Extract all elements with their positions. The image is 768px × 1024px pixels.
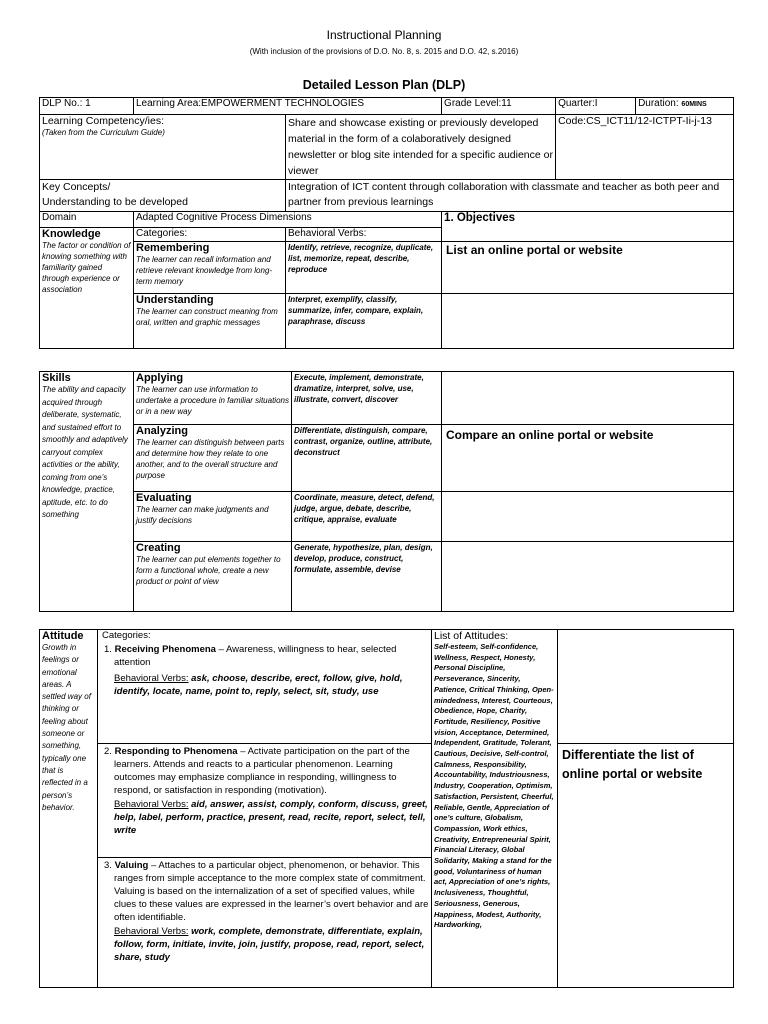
attitudes-list-cell [432,630,558,988]
item-verbs: work, complete, demonstrate, differentiate, explain, follow, form, initiate, invite, join, justify, propose, read, report, select, share, study [114,926,425,963]
behavioral-verbs-label: Behavioral Verbs: [286,228,442,242]
verbs-analyzing: Differentiate, distinguish, compare, contrast, organize, outline, attribute, deconstruct [292,425,442,492]
key-concepts-label-line1: Key Concepts/ [42,181,111,193]
objective-evaluating [442,492,734,542]
category-applying [134,372,292,425]
category-name: Creating [136,542,181,554]
category-remembering [134,242,286,294]
attitude-category-2 [98,744,432,858]
verbs-label: Behavioral Verbs: [114,673,189,684]
verbs-evaluating: Coordinate, measure, detect, defend, judge, argue, debate, describe, critique, appraise, evaluate [292,492,442,542]
knowledge-domain [40,228,134,349]
knowledge-title: Knowledge [42,228,101,240]
competency-text: Share and showcase existing or previously developed material in the form of a colaboratively designed newsletter or blog site intended for a specific audience or viewer [286,115,556,180]
duration-label: Duration: [638,98,679,109]
skills-table [39,371,734,612]
attitude-table [39,629,734,988]
learning-area: Learning Area:EMPOWERMENT TECHNOLOGIES [134,98,442,115]
item-name: Receiving Phenomena [114,644,216,655]
verbs-label: Behavioral Verbs: [114,799,189,810]
item-verbs: ask, choose, describe, erect, follow, give, hold, identify, locate, name, point to, reply, select, sit, study, use [114,673,403,697]
key-concepts-label [40,180,286,212]
competency-cell [40,115,286,180]
category-desc: The learner can make judgments and justify decisions [136,505,269,525]
page-subtitle: (With inclusion of the provisions of D.O. No. 8, s. 2015 and D.O. 42, s.2016) [249,47,519,56]
acpd-label: Adapted Cognitive Process Dimensions [134,212,442,228]
category-desc: The learner can recall information and retrieve relevant knowledge from long-term memory [136,255,273,286]
category-desc: The learner can use information to undertake a procedure in familiar situations or in a new way [136,385,289,416]
objective-understanding [442,294,734,349]
category-name: Analyzing [136,425,188,437]
attitude-title: Attitude [42,630,84,642]
objective-text: Differentiate the list of online portal or website [562,748,703,781]
attitude-domain [40,630,98,988]
attitude-categories-label: Categories: [102,630,151,641]
page-title: Instructional Planning [326,28,442,42]
category-name: Applying [136,372,184,384]
verbs-creating: Generate, hypothesize, plan, design, develop, produce, construct, formulate, assemble, devise [292,542,442,612]
attitude-objective [558,744,734,988]
verbs-applying: Execute, implement, demonstrate, dramatize, interpret, solve, use, illustrate, convert, discover [292,372,442,425]
item-name: Responding to Phenomena [114,746,238,757]
verbs-label: Behavioral Verbs: [114,926,189,937]
objective-creating [442,542,734,612]
dlp-number: DLP No.: 1 [40,98,134,115]
skills-desc: The ability and capacity acquired through deliberate, systematic, and sustained effort to smoothly and adaptively carryout complex activities or the ability, coming from one’s knowledge, practice, aptitude, etc. to do something [42,385,128,519]
categories-label: Categories: [134,228,286,242]
category-analyzing [134,425,292,492]
item-number: 2. [104,746,112,757]
dlp-header-table [39,97,734,349]
category-name: Understanding [136,294,214,306]
category-desc: The learner can put elements together to form a functional whole, create a new product or point of view [136,555,281,586]
category-evaluating [134,492,292,542]
objective-applying [442,372,734,425]
item-name: Valuing [114,860,149,871]
objectives-label: 1. Objectives [442,212,734,242]
competency-label: Learning Competency/ies: [42,115,164,127]
category-desc: The learner can distinguish between parts and determine how they relate to one another, and to the overall structure and purpose [136,438,285,480]
competency-note: (Taken from the Curriculum Guide) [42,128,165,137]
category-understanding [134,294,286,349]
item-text: – Awareness, willingness to hear, selected attention [114,644,397,668]
category-desc: The learner can construct meaning from oral, written and graphic messages [136,307,278,327]
category-name: Remembering [136,242,210,254]
attitude-category-3 [98,858,432,988]
key-concepts-text: Integration of ICT content through collaboration with classmate and teacher as both peer and partner from previous learnings [286,180,734,212]
attitude-desc: Growth in feelings or emotional areas. A settled way of thinking or feeling about someone or something, typically one that is reflected in a person’s behavior. [42,643,91,812]
dlp-title: Detailed Lesson Plan (DLP) [302,78,466,92]
attitude-category-1 [98,630,432,744]
item-number: 3. [104,860,112,871]
item-number: 1. [104,644,112,655]
domain-label: Domain [40,212,134,228]
skills-title: Skills [42,372,71,384]
grade-level: Grade Level:11 [442,98,556,115]
skills-domain [40,372,134,612]
category-name: Evaluating [136,492,192,504]
attitude-objective-1 [558,630,734,744]
duration [636,98,734,115]
competency-code: Code:CS_ICT11/12-ICTPT-Ii-j-13 [556,115,734,180]
objective-remembering: List an online portal or website [442,242,734,294]
item-text: – Attaches to a particular object, phenomenon, or behavior. This ranges from simple acceptance to the more complex state of commitment. Valuing is based on the internalization of a set of specified values, while clues to these values are expressed in the learner’s overt behavior and are often identifiable. [114,860,429,923]
objective-analyzing: Compare an online portal or website [442,425,734,492]
item-text: – Activate participation on the part of the learners. Attends and reacts to a particular phenomenon. Learning outcomes may emphasize compliance in responding, willingness to respond, or satisfaction in responding (motivation). [114,746,410,796]
duration-value: 60MINS [681,101,707,108]
key-concepts-label-line2: Understanding to be developed [42,196,188,208]
knowledge-desc: The factor or condition of knowing something with familiarity gained through experience or association [42,241,131,294]
verbs-understanding: Interpret, exemplify, classify, summarize, infer, compare, explain, paraphrase, discuss [286,294,442,349]
category-creating [134,542,292,612]
attitudes-list-label: List of Attitudes: [434,630,509,642]
verbs-remembering: Identify, retrieve, recognize, duplicate, list, memorize, repeat, describe, reproduce [286,242,442,294]
item-verbs: aid, answer, assist, comply, conform, discuss, greet, help, label, perform, practice, present, read, recite, report, select, tell, write [114,799,428,836]
attitudes-list: Self-esteem, Self-confidence, Wellness, Respect, Honesty, Personal Discipline, Perseverance, Sincerity, Patience, Critical Thinking, Open-mindedness, Interest, Courteous, Obedience, Hope, Charity, Fortitude, Resiliency, Positive vision, Acceptance, Determined, Independent, Gratitude, Tolerant, Cautious, Decisive, Self-control, Calmness, Responsibility, Accountability, Industriousness, Industry, Cooperation, Optimism, Satisfaction, Persistent, Cheerful, Reliable, Gentle, Appreciation of one’s culture, Globalism, Compassion, Work ethics, Creativity, Entrepreneurial Spirit, Financial Literacy, Global Solidarity, Making a stand for the good, Voluntariness of human act, Appreciation of one’s rights, Inclusiveness, Thoughtful, Seriousness, Generous, Happiness, Modest, Authority, Hardworking, [434,642,554,930]
quarter: Quarter:I [556,98,636,115]
